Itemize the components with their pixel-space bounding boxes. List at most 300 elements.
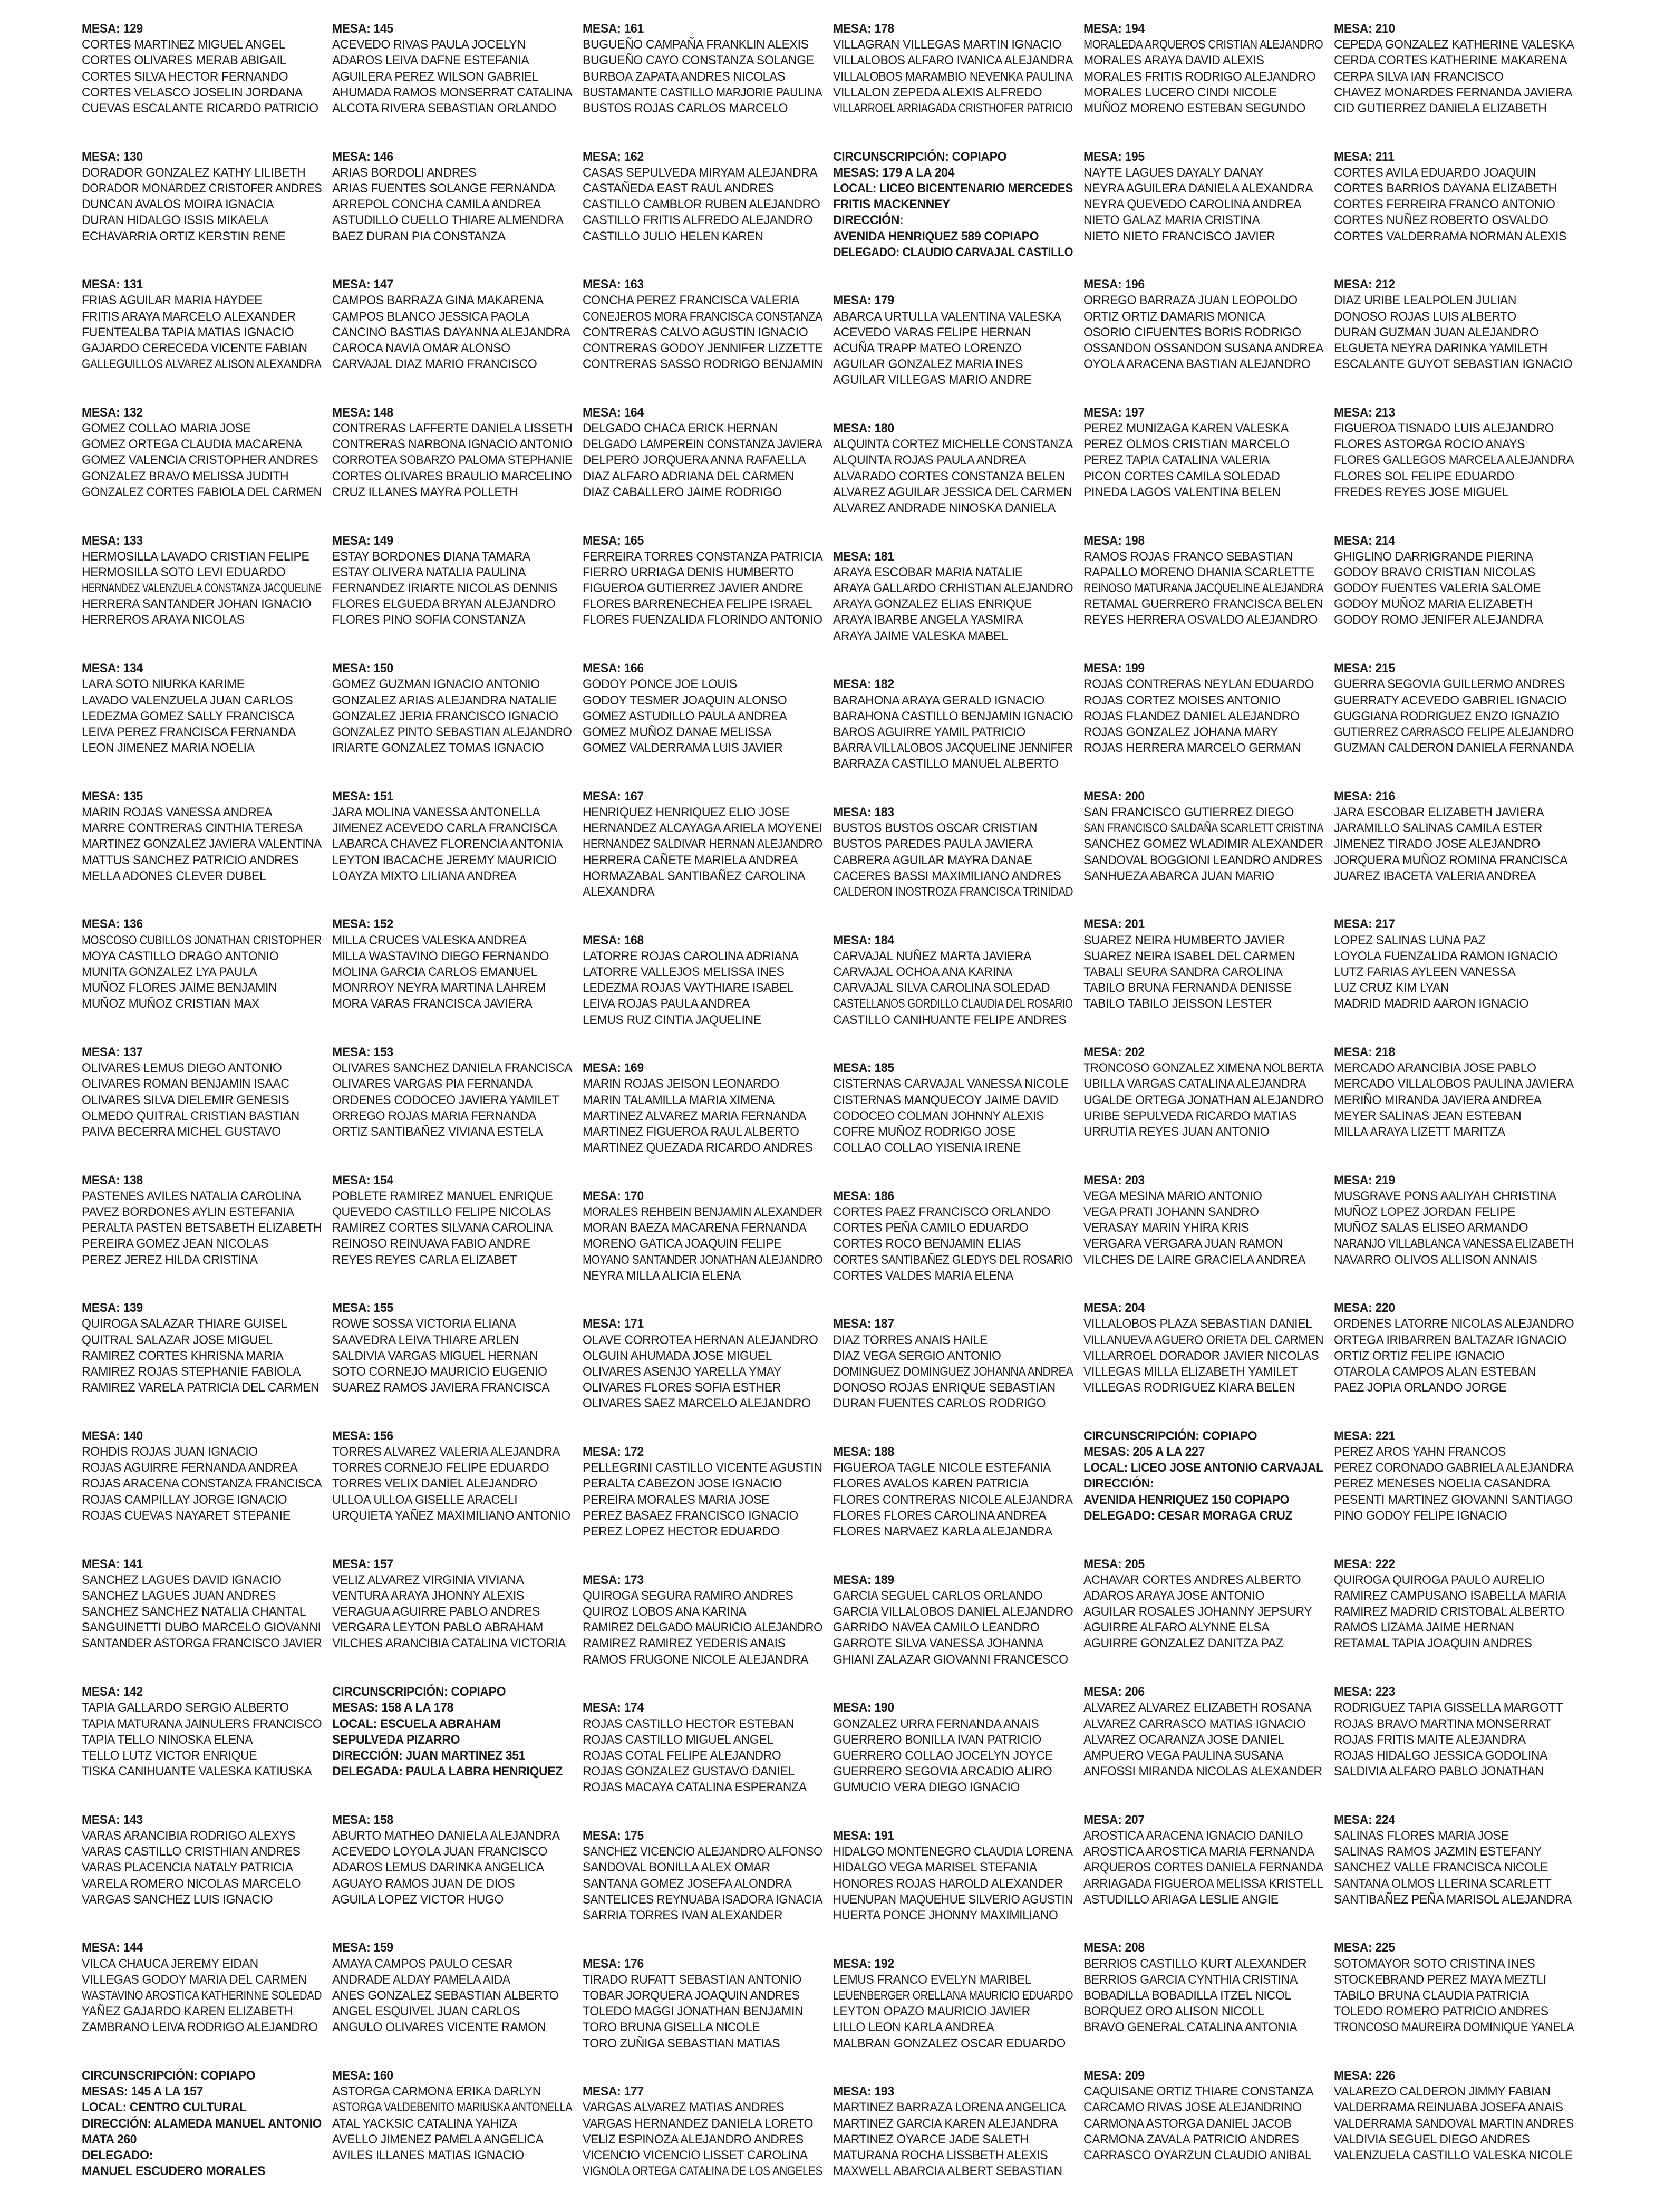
- voter-name: MOYA CASTILLO DRAGO ANTONIO: [82, 949, 279, 963]
- voter-name: GUERRERO SEGOVIA ARCADIO ALIRO: [833, 1764, 1052, 1779]
- voter-name: TELLO LUTZ VICTOR ENRIQUE: [82, 1748, 257, 1763]
- voter-name: VILLALOBOS MARAMBIO NEVENKA PAULINA: [833, 69, 1073, 84]
- voter-name: HUERTA PONCE JHONNY MAXIMILIANO: [833, 1908, 1058, 1923]
- voter-name: PEREZ BASAEZ FRANCISCO IGNACIO: [583, 1508, 798, 1523]
- voter-name: MARTINEZ QUEZADA RICARDO ANDRES: [583, 1141, 813, 1155]
- voter-name: GUERRATY ACEVEDO GABRIEL IGNACIO: [1334, 693, 1567, 708]
- circunscripcion-line: MATA 260: [82, 2132, 137, 2147]
- voter-name: OLIVARES SANCHEZ DANIELA FRANCISCA: [332, 1061, 573, 1076]
- voter-name: CORTES VALDERRAMA NORMAN ALEXIS: [1334, 229, 1567, 244]
- voter-name: PEREZ LOPEZ HECTOR EDUARDO: [583, 1524, 780, 1539]
- voter-name: LILLO LEON KARLA ANDREA: [833, 2020, 994, 2035]
- mesa-title: MESA: 151: [332, 789, 393, 804]
- mesa-block: [1083, 277, 1334, 372]
- voter-name: TAPIA TELLO NINOSKA ELENA: [82, 1732, 253, 1747]
- voter-name: CORTES MARTINEZ MIGUEL ANGEL: [82, 37, 286, 52]
- voter-name: FLORES CONTRERAS NICOLE ALEJANDRA: [833, 1492, 1073, 1507]
- circunscripcion-line: AVENIDA HENRIQUEZ 589 COPIAPO: [833, 229, 1039, 244]
- mesa-title: MESA: 198: [1083, 533, 1145, 548]
- voter-name: VILLEGAS RODRIGUEZ KIARA BELEN: [1083, 1380, 1295, 1395]
- voter-name: BUSTAMANTE CASTILLO MARJORIE PAULINA: [583, 85, 822, 100]
- voter-name: GUZMAN CALDERON DANIELA FERNANDA: [1334, 741, 1574, 756]
- mesa-block: [1083, 1300, 1334, 1396]
- voter-name: VELIZ ESPINOZA ALEJANDRO ANDRES: [583, 2132, 804, 2147]
- voter-name: MARIN TALAMILLA MARIA XIMENA: [583, 1093, 775, 1107]
- voter-name: TORO ZUÑIGA SEBASTIAN MATIAS: [583, 2036, 780, 2051]
- voter-name: ABURTO MATHEO DANIELA ALEJANDRA: [332, 1828, 560, 1843]
- voter-name: MATURANA ROCHA LISSBETH ALEXIS: [833, 2148, 1048, 2162]
- voter-name: ASTORGA VALDEBENITO MARIUSKA ANTONELLA: [332, 2100, 573, 2115]
- voter-name: DELPERO JORQUERA ANNA RAFAELLA: [583, 453, 806, 468]
- voter-name: ARRIAGADA FIGUEROA MELISSA KRISTELL: [1083, 1876, 1323, 1891]
- mesa-title: MESA: 159: [332, 1940, 393, 1955]
- voter-name: WASTAVINO AROSTICA KATHERINNE SOLEDAD: [82, 1988, 322, 2003]
- voter-name: ELGUETA NEYRA DARINKA YAMILETH: [1334, 341, 1548, 355]
- voter-name: HIDALGO VEGA MARISEL STEFANIA: [833, 1860, 1037, 1875]
- voter-name: ARAYA GALLARDO CRHISTIAN ALEJANDRO: [833, 581, 1073, 596]
- voter-name: PINO GODOY FELIPE IGNACIO: [1334, 1508, 1507, 1523]
- voter-name: SANCHEZ VICENCIO ALEJANDRO ALFONSO: [583, 1844, 822, 1859]
- mesa-block: [1083, 789, 1334, 884]
- mesa-title: MESA: 220: [1334, 1301, 1395, 1316]
- mesa-block: [833, 805, 1083, 900]
- voter-name: MORALES FRITIS RODRIGO ALEJANDRO: [1083, 69, 1316, 84]
- mesa-block: [1083, 1684, 1334, 1780]
- voter-name: IRIARTE GONZALEZ TOMAS IGNACIO: [332, 741, 544, 756]
- voter-name: VERAGUA AGUIRRE PABLO ANDRES: [332, 1605, 540, 1619]
- mesa-title: MESA: 216: [1334, 789, 1395, 804]
- voter-name: AGUILAR VILLEGAS MARIO ANDRE: [833, 373, 1032, 388]
- voter-name: LEDEZMA ROJAS VAYTHIARE ISABEL: [583, 981, 794, 996]
- voter-name: VILCA CHAUCA JEREMY EIDAN: [82, 1956, 258, 1971]
- voter-name: MAXWELL ABARCIA ALBERT SEBASTIAN: [833, 2164, 1062, 2179]
- voter-name: JIMENEZ TIRADO JOSE ALEJANDRO: [1334, 837, 1541, 852]
- voter-name: ESTAY OLIVERA NATALIA PAULINA: [332, 565, 526, 579]
- voter-name: SANCHEZ GOMEZ WLADIMIR ALEXANDER: [1083, 837, 1323, 852]
- voter-name: AGUILA LOPEZ VICTOR HUGO: [332, 1892, 504, 1907]
- voter-name: LAVADO VALENZUELA JUAN CARLOS: [82, 693, 293, 708]
- voter-name: CARCAMO RIVAS JOSE ALEJANDRINO: [1083, 2100, 1302, 2115]
- voter-name: LATORRE VALLEJOS MELISSA INES: [583, 964, 785, 979]
- voter-name: VARAS PLACENCIA NATALY PATRICIA: [82, 1860, 293, 1875]
- voter-name: FRIAS AGUILAR MARIA HAYDEE: [82, 293, 263, 308]
- voter-name: RAMIREZ MADRID CRISTOBAL ALBERTO: [1334, 1605, 1564, 1619]
- voter-name: LEIVA PEREZ FRANCISCA FERNANDA: [82, 725, 296, 739]
- mesa-block: [833, 1572, 1083, 1668]
- voter-name: CARVAJAL NUÑEZ MARTA JAVIERA: [833, 949, 1032, 963]
- voter-name: FLORES SOL FELIPE EDUARDO: [1334, 469, 1515, 484]
- voter-name: ROJAS CASTILLO MIGUEL ANGEL: [583, 1732, 773, 1747]
- mesa-title: MESA: 196: [1083, 277, 1145, 292]
- voter-name: RAMIREZ CORTES SILVANA CAROLINA: [332, 1221, 553, 1235]
- mesa-title: MESA: 136: [82, 917, 143, 932]
- voter-name: SANCHEZ LAGUES JUAN ANDRES: [82, 1588, 276, 1603]
- voter-name: BARRA VILLALOBOS JACQUELINE JENNIFER: [833, 741, 1073, 756]
- voter-name: SOTOMAYOR SOTO CRISTINA INES: [1334, 1956, 1535, 1971]
- voter-name: CASTILLO JULIO HELEN KAREN: [583, 229, 763, 244]
- voter-name: BURBOA ZAPATA ANDRES NICOLAS: [583, 69, 786, 84]
- voter-name: CORROTEA SOBARZO PALOMA STEPHANIE: [332, 453, 573, 468]
- voter-name: BORQUEZ ORO ALISON NICOLL: [1083, 2004, 1264, 2019]
- voter-name: CORTES ROCO BENJAMIN ELIAS: [833, 1237, 1021, 1251]
- voter-name: ALVAREZ OCARANZA JOSE DANIEL: [1083, 1732, 1284, 1747]
- voter-name: ARAYA ESCOBAR MARIA NATALIE: [833, 565, 1023, 579]
- voter-name: CERDA CORTES KATHERINE MAKARENA: [1334, 53, 1567, 68]
- voter-name: CARVAJAL DIAZ MARIO FRANCISCO: [332, 357, 537, 372]
- voter-name: FLORES ASTORGA ROCIO ANAYS: [1334, 437, 1525, 452]
- voter-name: ORREGO BARRAZA JUAN LEOPOLDO: [1083, 293, 1298, 308]
- mesa-title: MESA: 131: [82, 277, 143, 292]
- voter-name: CARVAJAL OCHOA ANA KARINA: [833, 964, 1013, 979]
- mesa-block: [332, 1300, 583, 1396]
- voter-name: SANDOVAL BOGGIONI LEANDRO ANDRES: [1083, 853, 1323, 867]
- voter-name: LEDEZMA GOMEZ SALLY FRANCISCA: [82, 709, 295, 723]
- mesa-title: MESA: 132: [82, 405, 143, 420]
- voter-name: VARELA ROMERO NICOLAS MARCELO: [82, 1876, 301, 1891]
- voter-name: VARAS CASTILLO CRISTHIAN ANDRES: [82, 1844, 301, 1859]
- voter-name: CUEVAS ESCALANTE RICARDO PATRICIO: [82, 101, 318, 115]
- voter-name: CAQUISANE ORTIZ THIARE CONSTANZA: [1083, 2084, 1314, 2099]
- mesa-title: MESA: 152: [332, 917, 393, 932]
- mesa-block: [583, 1316, 833, 1412]
- circunscripcion-line: AVENIDA HENRIQUEZ 150 COPIAPO: [1083, 1492, 1290, 1507]
- voter-name: MATTUS SANCHEZ PATRICIO ANDRES: [82, 853, 299, 867]
- voter-name: PERALTA CABEZON JOSE IGNACIO: [583, 1476, 782, 1491]
- voter-name: RETAMAL TAPIA JOAQUIN ANDRES: [1334, 1636, 1532, 1651]
- circunscripcion-block: [332, 1684, 583, 1780]
- voter-name: GOMEZ GUZMAN IGNACIO ANTONIO: [332, 677, 540, 692]
- voter-name: HERNANDEZ SALDIVAR HERNAN ALEJANDRO: [583, 837, 822, 852]
- voter-name: ACHAVAR CORTES ANDRES ALBERTO: [1083, 1572, 1301, 1587]
- voter-name: CONTRERAS CALVO AGUSTIN IGNACIO: [583, 325, 808, 340]
- mesa-title: MESA: 129: [82, 22, 143, 36]
- voter-name: MARRE CONTRERAS CINTHIA TERESA: [82, 821, 303, 836]
- voter-name: HERRERA CAÑETE MARIELA ANDREA: [583, 853, 798, 867]
- mesa-title: MESA: 203: [1083, 1173, 1145, 1187]
- voter-name: LOYOLA FUENZALIDA RAMON IGNACIO: [1334, 949, 1558, 963]
- voter-name: RAMOS ROJAS FRANCO SEBASTIAN: [1083, 549, 1293, 564]
- mesa-block: [833, 293, 1083, 388]
- voter-name: PEREZ CORONADO GABRIELA ALEJANDRA: [1334, 1461, 1574, 1475]
- mesa-block: [332, 1045, 583, 1140]
- voter-name: TOBAR JORQUERA JOAQUIN ANDRES: [583, 1988, 800, 2003]
- circunscripcion-line: LOCAL: ESCUELA ABRAHAM: [332, 1716, 501, 1731]
- voter-name: RAMIREZ CORTES KHRISNA MARIA: [82, 1348, 284, 1363]
- voter-name: AGUILAR ROSALES JOHANNY JEPSURY: [1083, 1605, 1312, 1619]
- voter-name: ROJAS FRITIS MAITE ALEJANDRA: [1334, 1732, 1526, 1747]
- voter-name: SANTANA OLMOS LLERINA SCARLETT: [1334, 1876, 1552, 1891]
- voter-name: ANFOSSI MIRANDA NICOLAS ALEXANDER: [1083, 1764, 1322, 1779]
- mesa-title: MESA: 161: [583, 22, 644, 36]
- voter-name: GODOY MUÑOZ MARIA ELIZABETH: [1334, 597, 1533, 612]
- voter-name: ORTEGA IRIBARREN BALTAZAR IGNACIO: [1334, 1332, 1567, 1347]
- voter-name: NEYRA AGUILERA DANIELA ALEXANDRA: [1083, 181, 1313, 196]
- voter-name: MILLA WASTAVINO DIEGO FERNANDO: [332, 949, 549, 963]
- mesa-block: [1083, 1940, 1334, 2035]
- voter-name: MUÑOZ FLORES JAIME BENJAMIN: [82, 981, 277, 996]
- voter-name: GARCIA SEGUEL CARLOS ORLANDO: [833, 1588, 1043, 1603]
- voter-name: JUAREZ IBACETA VALERIA ANDREA: [1334, 868, 1536, 883]
- mesa-block: [583, 1060, 833, 1156]
- mesa-title: MESA: 195: [1083, 149, 1145, 164]
- voter-name: ALCOTA RIVERA SEBASTIAN ORLANDO: [332, 101, 556, 115]
- voter-name: GHIANI ZALAZAR GIOVANNI FRANCESCO: [833, 1652, 1068, 1667]
- voter-name: URIBE SEPULVEDA RICARDO MATIAS: [1083, 1108, 1297, 1123]
- voter-name: SANHUEZA ABARCA JUAN MARIO: [1083, 868, 1274, 883]
- voter-name: AGUILAR GONZALEZ MARIA INES: [833, 357, 1023, 372]
- voter-name: RETAMAL GUERRERO FRANCISCA BELEN: [1083, 597, 1323, 612]
- voter-name: BUSTOS ROJAS CARLOS MARCELO: [583, 101, 788, 115]
- voter-name: ROJAS FLANDEZ DANIEL ALEJANDRO: [1083, 709, 1300, 723]
- circunscripcion-line: CIRCUNSCRIPCIÓN: COPIAPO: [332, 1685, 506, 1699]
- mesa-block: [583, 1700, 833, 1795]
- voter-name: OLGUIN AHUMADA JOSE MIGUEL: [583, 1348, 772, 1363]
- voter-name: MUÑOZ SALAS ELISEO ARMANDO: [1334, 1221, 1528, 1235]
- voter-name: OLMEDO QUITRAL CRISTIAN BASTIAN: [82, 1108, 299, 1123]
- voter-name: VARGAS SANCHEZ LUIS IGNACIO: [82, 1892, 273, 1907]
- voter-name: ARAYA GONZALEZ ELIAS ENRIQUE: [833, 597, 1032, 612]
- voter-name: AROSTICA AROSTICA MARIA FERNANDA: [1083, 1844, 1314, 1859]
- column-4: [833, 21, 1083, 2212]
- voter-name: OSSANDON OSSANDON SUSANA ANDREA: [1083, 341, 1323, 355]
- mesa-title: MESA: 184: [833, 933, 894, 948]
- voter-name: STOCKEBRAND PEREZ MAYA MEZTLI: [1334, 1972, 1546, 1987]
- voter-name: JARA ESCOBAR ELIZABETH JAVIERA: [1334, 805, 1544, 819]
- voter-name: SANGUINETTI DUBO MARCELO GIOVANNI: [82, 1620, 321, 1635]
- mesa-block: [1083, 149, 1334, 245]
- voter-name: RAMIREZ VARELA PATRICIA DEL CARMEN: [82, 1380, 320, 1395]
- voter-name: ROJAS BRAVO MARTINA MONSERRAT: [1334, 1716, 1551, 1731]
- mesa-block: [82, 1428, 332, 1524]
- mesa-block: [833, 1828, 1083, 1924]
- voter-name: MALBRAN GONZALEZ OSCAR EDUARDO: [833, 2036, 1066, 2051]
- voter-name: MOLINA GARCIA CARLOS EMANUEL: [332, 964, 538, 979]
- mesa-block: [1334, 1173, 1584, 1268]
- voter-name: NEYRA QUEVEDO CAROLINA ANDREA: [1083, 197, 1302, 212]
- mesa-block: [583, 149, 833, 245]
- voter-name: QUEVEDO CASTILLO FELIPE NICOLAS: [332, 1205, 551, 1219]
- mesa-title: MESA: 222: [1334, 1557, 1395, 1571]
- mesa-title: MESA: 135: [82, 789, 143, 804]
- voter-name: PAVEZ BORDONES AYLIN ESTEFANIA: [82, 1205, 294, 1219]
- mesa-block: [1334, 149, 1584, 245]
- voter-name: VILLAGRAN VILLEGAS MARTIN IGNACIO: [833, 37, 1062, 52]
- voter-name: CORTES VALDES MARIA ELENA: [833, 1268, 1014, 1283]
- voter-name: PEREZ MUNIZAGA KAREN VALESKA: [1083, 421, 1289, 436]
- voter-name: BUSTOS BUSTOS OSCAR CRISTIAN: [833, 821, 1038, 836]
- mesa-block: [332, 2068, 583, 2163]
- voter-name: GUTIERREZ CARRASCO FELIPE ALEJANDRO: [1334, 725, 1574, 739]
- voter-name: VILLALON ZEPEDA ALEXIS ALFREDO: [833, 85, 1042, 100]
- voter-name: ROJAS CAMPILLAY JORGE IGNACIO: [82, 1492, 287, 1507]
- mesa-title: MESA: 163: [583, 277, 644, 292]
- voter-name: SUAREZ RAMOS JAVIERA FRANCISCA: [332, 1380, 550, 1395]
- mesa-title: MESA: 162: [583, 149, 644, 164]
- voter-name: BERRIOS GARCIA CYNTHIA CRISTINA: [1083, 1972, 1298, 1987]
- mesa-title: MESA: 137: [82, 1045, 143, 1059]
- voter-name: DURAN HIDALGO ISSIS MIKAELA: [82, 213, 268, 228]
- mesa-title: MESA: 130: [82, 149, 143, 164]
- voter-name: ACEVEDO RIVAS PAULA JOCELYN: [332, 37, 526, 52]
- voter-name: URQUIETA YAÑEZ MAXIMILIANO ANTONIO: [332, 1508, 570, 1523]
- voter-name: FIERRO URRIAGA DENIS HUMBERTO: [583, 565, 794, 579]
- voter-name: CORTES PAEZ FRANCISCO ORLANDO: [833, 1205, 1051, 1219]
- voter-name: NARANJO VILLABLANCA VANESSA ELIZABETH: [1334, 1237, 1574, 1251]
- mesa-block: [1083, 1557, 1334, 1652]
- column-2: [332, 21, 583, 2212]
- voter-name: ROJAS GONZALEZ GUSTAVO DANIEL: [583, 1764, 795, 1779]
- voter-name: COLLAO COLLAO YISENIA IRENE: [833, 1141, 1021, 1155]
- voter-name: TIRADO RUFATT SEBASTIAN ANTONIO: [583, 1972, 802, 1987]
- voter-name: ROJAS ARACENA CONSTANZA FRANCISCA: [82, 1476, 322, 1491]
- voter-name: NAYTE LAGUES DAYALY DANAY: [1083, 165, 1264, 180]
- voter-name: DORADOR GONZALEZ KATHY LILIBETH: [82, 165, 306, 180]
- voter-name: ALEXANDRA: [583, 884, 655, 899]
- voter-name: ECHAVARRIA ORTIZ KERSTIN RENE: [82, 229, 286, 244]
- voter-name: ATAL YACKSIC CATALINA YAHIZA: [332, 2116, 517, 2131]
- voter-name: MERCADO VILLALOBOS PAULINA JAVIERA: [1334, 1077, 1574, 1091]
- voter-name: COFRE MUÑOZ RODRIGO JOSE: [833, 1124, 1015, 1139]
- voter-name: TRONCOSO GONZALEZ XIMENA NOLBERTA: [1083, 1061, 1324, 1076]
- voter-name: PEREIRA MORALES MARIA JOSE: [583, 1492, 770, 1507]
- voter-name: VEGA PRATI JOHANN SANDRO: [1083, 1205, 1259, 1219]
- voter-name: MARTINEZ GARCIA KAREN ALEJANDRA: [833, 2116, 1058, 2131]
- voter-name: VILLANUEVA AGUERO ORIETA DEL CARMEN: [1083, 1332, 1324, 1347]
- voter-name: GALLEGUILLOS ALVAREZ ALISON ALEXANDRA: [82, 357, 322, 372]
- mesa-title: MESA: 144: [82, 1940, 143, 1955]
- mesa-title: MESA: 225: [1334, 1940, 1395, 1955]
- voter-name: VARAS ARANCIBIA RODRIGO ALEXYS: [82, 1828, 295, 1843]
- circunscripcion-line: CIRCUNSCRIPCIÓN: COPIAPO: [833, 149, 1007, 164]
- voter-name: FIGUEROA TAGLE NICOLE ESTEFANIA: [833, 1461, 1051, 1475]
- mesa-title: MESA: 172: [583, 1445, 644, 1460]
- voter-name: ORTIZ ORTIZ FELIPE IGNACIO: [1334, 1348, 1505, 1363]
- mesa-block: [583, 533, 833, 629]
- voter-name: REINOSO REINUAVA FABIO ANDRE: [332, 1237, 530, 1251]
- voter-name: SAN FRANCISCO SALDAÑA SCARLETT CRISTINA: [1083, 821, 1324, 836]
- voter-name: LARA SOTO NIURKA KARIME: [82, 677, 245, 692]
- circunscripcion-line: LOCAL: LICEO BICENTENARIO MERCEDES: [833, 181, 1073, 196]
- voter-name: RAMIREZ CAMPUSANO ISABELLA MARIA: [1334, 1588, 1566, 1603]
- mesa-title: MESA: 215: [1334, 661, 1395, 676]
- voter-name: LUZ CRUZ KIM LYAN: [1334, 981, 1449, 996]
- voter-name: AVILES ILLANES MATIAS IGNACIO: [332, 2148, 524, 2162]
- voter-name: MERCADO ARANCIBIA JOSE PABLO: [1334, 1061, 1536, 1076]
- mesa-block: [1083, 916, 1334, 1012]
- voter-name: VILLARROEL DORADOR JAVIER NICOLAS: [1083, 1348, 1319, 1363]
- mesa-block: [833, 1189, 1083, 1284]
- mesa-title: MESA: 207: [1083, 1812, 1145, 1827]
- voter-name: OLIVARES SILVA DIELEMIR GENESIS: [82, 1093, 289, 1107]
- mesa-title: MESA: 206: [1083, 1685, 1145, 1699]
- voter-name: MORA VARAS FRANCISCA JAVIERA: [332, 997, 533, 1011]
- mesa-title: MESA: 170: [583, 1189, 644, 1203]
- voter-name: HUENUPAN MAQUEHUE SILVERIO AGUSTIN: [833, 1892, 1073, 1907]
- voter-name: OYOLA ARACENA BASTIAN ALEJANDRO: [1083, 357, 1311, 372]
- voter-name: VELIZ ALVAREZ VIRGINIA VIVIANA: [332, 1572, 524, 1587]
- mesa-title: MESA: 193: [833, 2084, 894, 2099]
- voter-name: GUERRERO COLLAO JOCELYN JOYCE: [833, 1748, 1053, 1763]
- voter-name: DURAN GUZMAN JUAN ALEJANDRO: [1334, 325, 1539, 340]
- voter-name: LEYTON OPAZO MAURICIO JAVIER: [833, 2004, 1030, 2019]
- voter-name: PASTENES AVILES NATALIA CAROLINA: [82, 1189, 301, 1203]
- voter-name: QUIROGA SALAZAR THIARE GUISEL: [82, 1317, 287, 1331]
- voter-name: HERNANDEZ ALCAYAGA ARIELA MOYENEI: [583, 821, 822, 836]
- circunscripcion-line: MESAS: 179 A LA 204: [833, 165, 955, 180]
- mesa-title: MESA: 178: [833, 22, 894, 36]
- mesa-block: [332, 533, 583, 629]
- voter-name: CONCHA PEREZ FRANCISCA VALERIA: [583, 293, 800, 308]
- mesa-title: MESA: 214: [1334, 533, 1395, 548]
- mesa-title: MESA: 187: [833, 1317, 894, 1331]
- mesa-block: [332, 916, 583, 1012]
- voter-name: ROJAS CASTILLO HECTOR ESTEBAN: [583, 1716, 795, 1731]
- mesa-block: [332, 277, 583, 372]
- voter-name: QUIROGA SEGURA RAMIRO ANDRES: [583, 1588, 793, 1603]
- mesa-block: [583, 277, 833, 372]
- voter-name: DIAZ ALFARO ADRIANA DEL CARMEN: [583, 469, 794, 484]
- voter-name: SUAREZ NEIRA ISABEL DEL CARMEN: [1083, 949, 1295, 963]
- mesa-title: MESA: 138: [82, 1173, 143, 1187]
- voter-name: VERGARA LEYTON PABLO ABRAHAM: [332, 1620, 543, 1635]
- voter-name: ALVAREZ ALVAREZ ELIZABETH ROSANA: [1083, 1701, 1312, 1715]
- voter-name: MOYANO SANTANDER JONATHAN ALEJANDRO: [583, 1252, 823, 1267]
- voter-name: AMPUERO VEGA PAULINA SUSANA: [1083, 1748, 1283, 1763]
- mesa-title: MESA: 200: [1083, 789, 1145, 804]
- voter-name: SALINAS RAMOS JAZMIN ESTEFANY: [1334, 1844, 1542, 1859]
- mesa-block: [1334, 916, 1584, 1012]
- voter-name: DURAN FUENTES CARLOS RODRIGO: [833, 1396, 1046, 1411]
- voter-name: MILLA ARAYA LIZETT MARITZA: [1334, 1124, 1505, 1139]
- voter-name: ANES GONZALEZ SEBASTIAN ALBERTO: [332, 1988, 559, 2003]
- voter-name: VILLEGAS GODOY MARIA DEL CARMEN: [82, 1972, 307, 1987]
- voter-name: CEPEDA GONZALEZ KATHERINE VALESKA: [1334, 37, 1574, 52]
- voter-name: ALVAREZ ANDRADE NINOSKA DANIELA: [833, 501, 1056, 515]
- mesa-block: [1083, 1812, 1334, 1908]
- voter-name: MORALES REHBEIN BENJAMIN ALEXANDER: [583, 1205, 822, 1219]
- mesa-title: MESA: 149: [332, 533, 393, 548]
- voter-name: FLORES FUENZALIDA FLORINDO ANTONIO: [583, 613, 822, 627]
- mesa-title: MESA: 164: [583, 405, 644, 420]
- mesa-title: MESA: 156: [332, 1428, 393, 1443]
- mesa-block: [332, 1812, 583, 1908]
- voter-name: ADAROS LEMUS DARINKA ANGELICA: [332, 1860, 544, 1875]
- voter-name: SANCHEZ SANCHEZ NATALIA CHANTAL: [82, 1605, 306, 1619]
- voter-name: MORALES ARAYA DAVID ALEXIS: [1083, 53, 1264, 68]
- voter-name: PEREZ MENESES NOELIA CASANDRA: [1334, 1476, 1550, 1491]
- mesa-block: [1083, 2068, 1334, 2163]
- voter-name: CAMPOS BARRAZA GINA MAKARENA: [332, 293, 544, 308]
- voter-name: GONZALEZ CORTES FABIOLA DEL CARMEN: [82, 485, 322, 499]
- mesa-title: MESA: 221: [1334, 1428, 1395, 1443]
- voter-name: ROJAS HERRERA MARCELO GERMAN: [1083, 741, 1301, 756]
- voter-name: DONOSO ROJAS LUIS ALBERTO: [1334, 309, 1516, 324]
- voter-name: TORRES CORNEJO FELIPE EDUARDO: [332, 1461, 549, 1475]
- voter-name: RODRIGUEZ TAPIA GISSELLA MARGOTT: [1334, 1701, 1563, 1715]
- voter-name: OSORIO CIFUENTES BORIS RODRIGO: [1083, 325, 1301, 340]
- voter-name: SANTANA GOMEZ JOSEFA ALONDRA: [583, 1876, 792, 1891]
- voter-name: UBILLA VARGAS CATALINA ALEJANDRA: [1083, 1077, 1306, 1091]
- mesa-title: MESA: 145: [332, 22, 393, 36]
- voter-table-columns: [82, 21, 1658, 2179]
- mesa-title: MESA: 177: [583, 2084, 644, 2099]
- mesa-block: [833, 677, 1083, 772]
- circunscripcion-line: MESAS: 158 A LA 178: [332, 1701, 454, 1715]
- voter-name: SANTIBAÑEZ PEÑA MARISOL ALEJANDRA: [1334, 1892, 1572, 1907]
- voter-name: CORTES FERREIRA FRANCO ANTONIO: [1334, 197, 1555, 212]
- mesa-block: [583, 1444, 833, 1540]
- voter-name: BERRIOS CASTILLO KURT ALEXANDER: [1083, 1956, 1307, 1971]
